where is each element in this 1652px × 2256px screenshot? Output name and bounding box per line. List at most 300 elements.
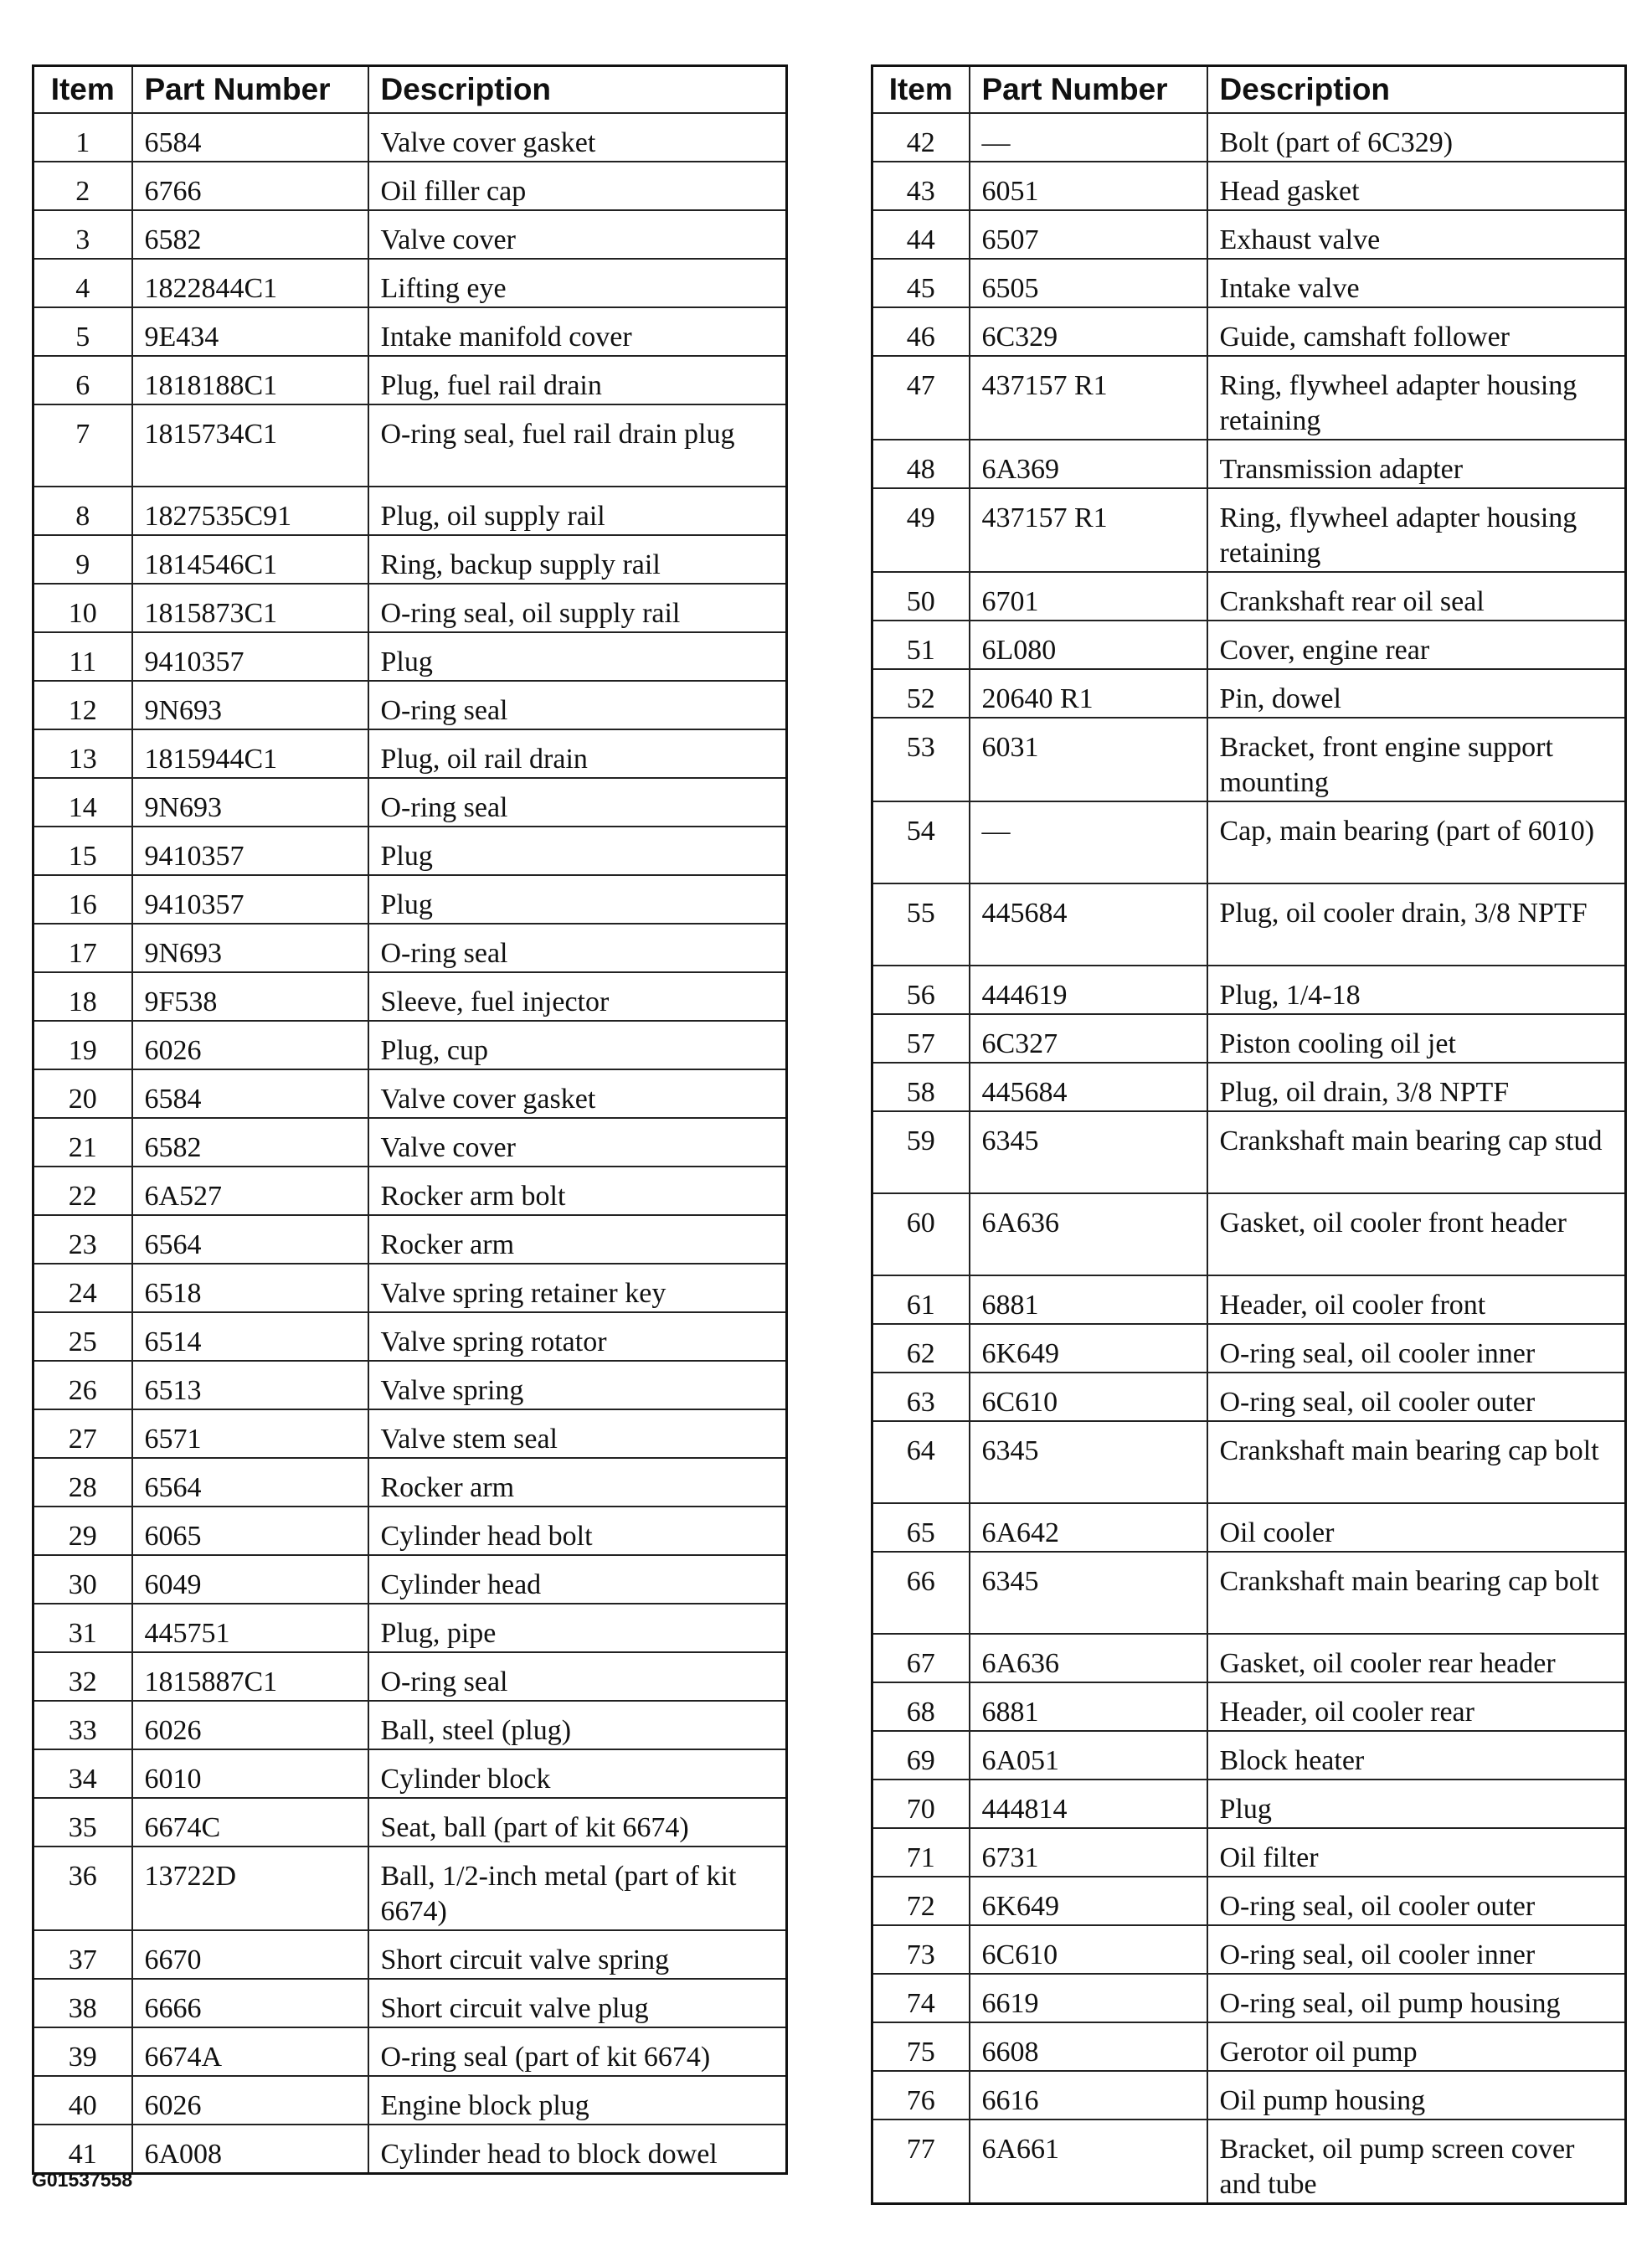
cell-description: O-ring seal (368, 778, 787, 827)
table-row (872, 1552, 1626, 1634)
cell-item: 19 (33, 1021, 132, 1069)
cell-part-number: 13722D (132, 1847, 368, 1930)
cell-part-number: 6A369 (970, 440, 1207, 488)
cell-description: Valve spring (368, 1361, 787, 1409)
cell-part-number: 445751 (132, 1604, 368, 1652)
cell-item: 9 (33, 535, 132, 584)
cell-part-number: 6608 (970, 2022, 1207, 2071)
cell-part-number: 6582 (132, 1118, 368, 1167)
cell-part-number: 9F538 (132, 972, 368, 1021)
cell-item: 52 (872, 669, 970, 718)
cell-description: Cylinder head (368, 1555, 787, 1604)
table-row (872, 669, 1626, 718)
cell-part-number: 6619 (970, 1974, 1207, 2022)
cell-item: 4 (33, 259, 132, 307)
cell-part-number: 6K649 (970, 1324, 1207, 1373)
cell-item: 21 (33, 1118, 132, 1167)
table-row (33, 1409, 787, 1458)
cell-item: 49 (872, 488, 970, 572)
cell-part-number: 6514 (132, 1312, 368, 1361)
table-row (872, 162, 1626, 210)
cell-part-number: 6A527 (132, 1167, 368, 1215)
header-description: Description (1207, 66, 1626, 114)
cell-part-number: 6674C (132, 1798, 368, 1847)
table-row (33, 487, 787, 535)
table-row (33, 875, 787, 924)
cell-part-number: 6C610 (970, 1373, 1207, 1421)
cell-part-number: 20640 R1 (970, 669, 1207, 718)
table-row (33, 584, 787, 632)
cell-description: Rocker arm (368, 1458, 787, 1507)
cell-part-number: 6345 (970, 1552, 1207, 1634)
cell-part-number: 9410357 (132, 632, 368, 681)
cell-item: 33 (33, 1701, 132, 1749)
table-row (33, 1167, 787, 1215)
figure-code: G01537558 (32, 2169, 133, 2191)
cell-description: Sleeve, fuel injector (368, 972, 787, 1021)
table-row (872, 621, 1626, 669)
cell-item: 76 (872, 2071, 970, 2120)
cell-part-number: 445684 (970, 1063, 1207, 1111)
table-row (33, 1979, 787, 2027)
cell-item: 71 (872, 1828, 970, 1877)
cell-item: 3 (33, 210, 132, 259)
cell-item: 45 (872, 259, 970, 307)
cell-item: 34 (33, 1749, 132, 1798)
cell-description: O-ring seal, oil pump housing (1207, 1974, 1626, 2022)
cell-description: O-ring seal (part of kit 6674) (368, 2027, 787, 2076)
cell-item: 55 (872, 883, 970, 966)
table-row (33, 1604, 787, 1652)
cell-description: Plug (368, 827, 787, 875)
cell-description: Crankshaft main bearing cap bolt (1207, 1552, 1626, 1634)
table-row (33, 729, 787, 778)
cell-item: 1 (33, 113, 132, 162)
table-row (33, 2076, 787, 2125)
cell-part-number: 1815887C1 (132, 1652, 368, 1701)
cell-part-number: 6766 (132, 162, 368, 210)
cell-description: Oil filter (1207, 1828, 1626, 1877)
cell-part-number: 6026 (132, 1701, 368, 1749)
cell-description: O-ring seal, fuel rail drain plug (368, 404, 787, 487)
cell-part-number: 1815873C1 (132, 584, 368, 632)
cell-description: Plug, pipe (368, 1604, 787, 1652)
cell-part-number: 6505 (970, 259, 1207, 307)
cell-part-number: 6666 (132, 1979, 368, 2027)
cell-part-number: 6A051 (970, 1731, 1207, 1780)
cell-part-number: 9N693 (132, 778, 368, 827)
cell-description: Ring, backup supply rail (368, 535, 787, 584)
cell-description: Lifting eye (368, 259, 787, 307)
cell-part-number: 6881 (970, 1682, 1207, 1731)
table-row (872, 1324, 1626, 1373)
cell-description: O-ring seal (368, 681, 787, 729)
cell-item: 57 (872, 1014, 970, 1063)
cell-part-number: 6C329 (970, 307, 1207, 356)
cell-part-number: 6674A (132, 2027, 368, 2076)
cell-description: Cap, main bearing (part of 6010) (1207, 801, 1626, 883)
cell-description: Seat, ball (part of kit 6674) (368, 1798, 787, 1847)
table-row (872, 1421, 1626, 1503)
table-row (33, 1930, 787, 1979)
cell-item: 12 (33, 681, 132, 729)
cell-description: Rocker arm (368, 1215, 787, 1264)
cell-description: Cover, engine rear (1207, 621, 1626, 669)
cell-item: 2 (33, 162, 132, 210)
cell-part-number: 6031 (970, 718, 1207, 801)
cell-part-number: 6L080 (970, 621, 1207, 669)
cell-description: Plug, oil cooler drain, 3/8 NPTF (1207, 883, 1626, 966)
table-row (872, 1111, 1626, 1193)
table-row (872, 1275, 1626, 1324)
cell-description: O-ring seal, oil cooler inner (1207, 1925, 1626, 1974)
table-row (872, 1925, 1626, 1974)
cell-description: Head gasket (1207, 162, 1626, 210)
cell-item: 5 (33, 307, 132, 356)
table-row (872, 2022, 1626, 2071)
cell-description: Intake valve (1207, 259, 1626, 307)
cell-part-number: 6564 (132, 1215, 368, 1264)
cell-item: 43 (872, 162, 970, 210)
table-row (33, 259, 787, 307)
cell-item: 48 (872, 440, 970, 488)
cell-description: Bracket, oil pump screen cover and tube (1207, 2120, 1626, 2204)
cell-part-number: 1815734C1 (132, 404, 368, 487)
table-row (872, 259, 1626, 307)
table-row (33, 1021, 787, 1069)
cell-description: Plug, oil supply rail (368, 487, 787, 535)
cell-description: Engine block plug (368, 2076, 787, 2125)
cell-description: O-ring seal (368, 1652, 787, 1701)
cell-item: 68 (872, 1682, 970, 1731)
cell-description: Plug, oil drain, 3/8 NPTF (1207, 1063, 1626, 1111)
cell-item: 60 (872, 1193, 970, 1275)
table-row (33, 210, 787, 259)
cell-item: 36 (33, 1847, 132, 1930)
cell-part-number: 6518 (132, 1264, 368, 1312)
cell-part-number: 6C327 (970, 1014, 1207, 1063)
cell-item: 6 (33, 356, 132, 404)
cell-item: 74 (872, 1974, 970, 2022)
cell-description: Intake manifold cover (368, 307, 787, 356)
cell-description: Header, oil cooler front (1207, 1275, 1626, 1324)
cell-description: Cylinder block (368, 1749, 787, 1798)
cell-part-number: 444619 (970, 966, 1207, 1014)
cell-part-number: 6A636 (970, 1193, 1207, 1275)
cell-description: Gasket, oil cooler rear header (1207, 1634, 1626, 1682)
cell-part-number: 6584 (132, 1069, 368, 1118)
cell-description: Ring, flywheel adapter housing retaining (1207, 488, 1626, 572)
cell-item: 56 (872, 966, 970, 1014)
header-row (872, 66, 1626, 114)
cell-item: 13 (33, 729, 132, 778)
cell-item: 26 (33, 1361, 132, 1409)
cell-item: 70 (872, 1780, 970, 1828)
cell-description: Valve stem seal (368, 1409, 787, 1458)
table-row (33, 162, 787, 210)
cell-item: 67 (872, 1634, 970, 1682)
cell-item: 17 (33, 924, 132, 972)
cell-part-number: 6049 (132, 1555, 368, 1604)
cell-description: Bolt (part of 6C329) (1207, 113, 1626, 162)
cell-item: 42 (872, 113, 970, 162)
cell-part-number: 6513 (132, 1361, 368, 1409)
cell-part-number: 9E434 (132, 307, 368, 356)
cell-item: 10 (33, 584, 132, 632)
cell-item: 35 (33, 1798, 132, 1847)
cell-part-number: 6564 (132, 1458, 368, 1507)
cell-description: Valve cover (368, 210, 787, 259)
cell-part-number: 6881 (970, 1275, 1207, 1324)
cell-part-number: 6065 (132, 1507, 368, 1555)
cell-description: Ball, steel (plug) (368, 1701, 787, 1749)
cell-part-number: 9410357 (132, 875, 368, 924)
table-row (33, 1652, 787, 1701)
cell-part-number: 437157 R1 (970, 356, 1207, 440)
cell-part-number: 6A661 (970, 2120, 1207, 2204)
table-row (872, 2071, 1626, 2120)
table-row (872, 356, 1626, 440)
cell-description: Block heater (1207, 1731, 1626, 1780)
cell-description: Valve spring retainer key (368, 1264, 787, 1312)
cell-item: 73 (872, 1925, 970, 1974)
cell-description: Valve cover (368, 1118, 787, 1167)
table-row (33, 1555, 787, 1604)
table-row (872, 1877, 1626, 1925)
cell-item: 53 (872, 718, 970, 801)
parts-table-left (32, 64, 788, 2175)
cell-description: Plug, 1/4-18 (1207, 966, 1626, 1014)
table-row (872, 883, 1626, 966)
cell-description: Transmission adapter (1207, 440, 1626, 488)
cell-part-number: 437157 R1 (970, 488, 1207, 572)
cell-item: 47 (872, 356, 970, 440)
table-row (33, 1118, 787, 1167)
cell-item: 39 (33, 2027, 132, 2076)
cell-item: 46 (872, 307, 970, 356)
cell-item: 23 (33, 1215, 132, 1264)
cell-item: 25 (33, 1312, 132, 1361)
table-row (872, 572, 1626, 621)
cell-part-number: 1815944C1 (132, 729, 368, 778)
cell-description: Plug (1207, 1780, 1626, 1828)
table-row (872, 1634, 1626, 1682)
cell-description: Valve cover gasket (368, 1069, 787, 1118)
cell-item: 62 (872, 1324, 970, 1373)
cell-item: 38 (33, 1979, 132, 2027)
header-item: Item (33, 66, 132, 114)
table-row (872, 1063, 1626, 1111)
cell-part-number: 6K649 (970, 1877, 1207, 1925)
table-row (33, 535, 787, 584)
cell-part-number: 445684 (970, 883, 1207, 966)
cell-part-number: 6A636 (970, 1634, 1207, 1682)
cell-part-number: 444814 (970, 1780, 1207, 1828)
cell-description: Plug, cup (368, 1021, 787, 1069)
cell-item: 22 (33, 1167, 132, 1215)
cell-part-number: 6010 (132, 1749, 368, 1798)
table-row (872, 1014, 1626, 1063)
cell-part-number: 6C610 (970, 1925, 1207, 1974)
cell-description: Plug (368, 875, 787, 924)
cell-item: 41 (33, 2125, 132, 2174)
cell-item: 29 (33, 1507, 132, 1555)
cell-item: 14 (33, 778, 132, 827)
header-part-number: Part Number (132, 66, 368, 114)
table-row (33, 778, 787, 827)
cell-description: O-ring seal, oil supply rail (368, 584, 787, 632)
cell-part-number: 1827535C91 (132, 487, 368, 535)
cell-part-number: 6026 (132, 2076, 368, 2125)
cell-part-number: 1822844C1 (132, 259, 368, 307)
cell-part-number: 6026 (132, 1021, 368, 1069)
table-row (872, 2120, 1626, 2204)
cell-item: 27 (33, 1409, 132, 1458)
cell-description: Header, oil cooler rear (1207, 1682, 1626, 1731)
cell-part-number: 9N693 (132, 924, 368, 972)
table-row (33, 1312, 787, 1361)
table-row (872, 488, 1626, 572)
cell-item: 51 (872, 621, 970, 669)
cell-item: 72 (872, 1877, 970, 1925)
cell-description: Crankshaft main bearing cap stud (1207, 1111, 1626, 1193)
cell-part-number: 6584 (132, 113, 368, 162)
header-part-number: Part Number (970, 66, 1207, 114)
cell-item: 11 (33, 632, 132, 681)
table-row (872, 440, 1626, 488)
table-row (33, 1215, 787, 1264)
cell-item: 69 (872, 1731, 970, 1780)
cell-item: 40 (33, 2076, 132, 2125)
cell-part-number: 1818188C1 (132, 356, 368, 404)
table-row (33, 2027, 787, 2076)
table-row (33, 681, 787, 729)
table-row (33, 1507, 787, 1555)
cell-part-number: — (970, 113, 1207, 162)
cell-item: 16 (33, 875, 132, 924)
table-row (33, 924, 787, 972)
table-row (872, 801, 1626, 883)
table-row (872, 1974, 1626, 2022)
table-row (33, 307, 787, 356)
cell-item: 28 (33, 1458, 132, 1507)
cell-part-number: 6345 (970, 1421, 1207, 1503)
cell-part-number: 9N693 (132, 681, 368, 729)
table-row (33, 1701, 787, 1749)
cell-part-number: 9410357 (132, 827, 368, 875)
cell-item: 7 (33, 404, 132, 487)
cell-part-number: 1814546C1 (132, 535, 368, 584)
cell-item: 59 (872, 1111, 970, 1193)
cell-description: Cylinder head to block dowel (368, 2125, 787, 2174)
cell-part-number: 6571 (132, 1409, 368, 1458)
cell-part-number: 6A642 (970, 1503, 1207, 1552)
cell-description: Plug, fuel rail drain (368, 356, 787, 404)
table-row (33, 113, 787, 162)
table-row (872, 1828, 1626, 1877)
cell-description: Valve cover gasket (368, 113, 787, 162)
header-description: Description (368, 66, 787, 114)
cell-description: Short circuit valve plug (368, 1979, 787, 2027)
cell-item: 75 (872, 2022, 970, 2071)
cell-part-number: — (970, 801, 1207, 883)
cell-description: Crankshaft rear oil seal (1207, 572, 1626, 621)
table-row (33, 356, 787, 404)
table-row (33, 1847, 787, 1930)
cell-description: Oil pump housing (1207, 2071, 1626, 2120)
cell-part-number: 6345 (970, 1111, 1207, 1193)
table-row (872, 1780, 1626, 1828)
cell-description: Guide, camshaft follower (1207, 307, 1626, 356)
table-row (33, 1069, 787, 1118)
header-row (33, 66, 787, 114)
table-row (33, 1458, 787, 1507)
cell-item: 31 (33, 1604, 132, 1652)
cell-description: Rocker arm bolt (368, 1167, 787, 1215)
cell-description: Plug (368, 632, 787, 681)
cell-description: O-ring seal, oil cooler outer (1207, 1373, 1626, 1421)
table-row (33, 1749, 787, 1798)
table-row (33, 632, 787, 681)
cell-description: Exhaust valve (1207, 210, 1626, 259)
cell-part-number: 6582 (132, 210, 368, 259)
cell-item: 65 (872, 1503, 970, 1552)
cell-item: 8 (33, 487, 132, 535)
header-item: Item (872, 66, 970, 114)
cell-part-number: 6701 (970, 572, 1207, 621)
cell-item: 61 (872, 1275, 970, 1324)
cell-description: Valve spring rotator (368, 1312, 787, 1361)
table-row (872, 1503, 1626, 1552)
cell-description: Oil cooler (1207, 1503, 1626, 1552)
cell-part-number: 6616 (970, 2071, 1207, 2120)
cell-description: O-ring seal, oil cooler inner (1207, 1324, 1626, 1373)
cell-description: Oil filler cap (368, 162, 787, 210)
cell-item: 15 (33, 827, 132, 875)
cell-item: 58 (872, 1063, 970, 1111)
cell-item: 63 (872, 1373, 970, 1421)
cell-description: Bracket, front engine support mounting (1207, 718, 1626, 801)
cell-description: Short circuit valve spring (368, 1930, 787, 1979)
table-row (33, 404, 787, 487)
cell-description: Ball, 1/2-inch metal (part of kit 6674) (368, 1847, 787, 1930)
table-row (33, 827, 787, 875)
table-row (872, 307, 1626, 356)
cell-description: Crankshaft main bearing cap bolt (1207, 1421, 1626, 1503)
cell-item: 18 (33, 972, 132, 1021)
table-row (872, 718, 1626, 801)
cell-part-number: 6731 (970, 1828, 1207, 1877)
table-row (872, 1373, 1626, 1421)
cell-part-number: 6A008 (132, 2125, 368, 2174)
table-row (872, 1682, 1626, 1731)
cell-item: 54 (872, 801, 970, 883)
cell-description: Plug, oil rail drain (368, 729, 787, 778)
cell-item: 30 (33, 1555, 132, 1604)
cell-item: 32 (33, 1652, 132, 1701)
cell-item: 20 (33, 1069, 132, 1118)
cell-item: 64 (872, 1421, 970, 1503)
table-row (33, 1361, 787, 1409)
table-row (872, 966, 1626, 1014)
cell-item: 24 (33, 1264, 132, 1312)
cell-item: 50 (872, 572, 970, 621)
table-row (33, 972, 787, 1021)
cell-description: Piston cooling oil jet (1207, 1014, 1626, 1063)
cell-item: 77 (872, 2120, 970, 2204)
cell-item: 44 (872, 210, 970, 259)
table-row (33, 2125, 787, 2174)
